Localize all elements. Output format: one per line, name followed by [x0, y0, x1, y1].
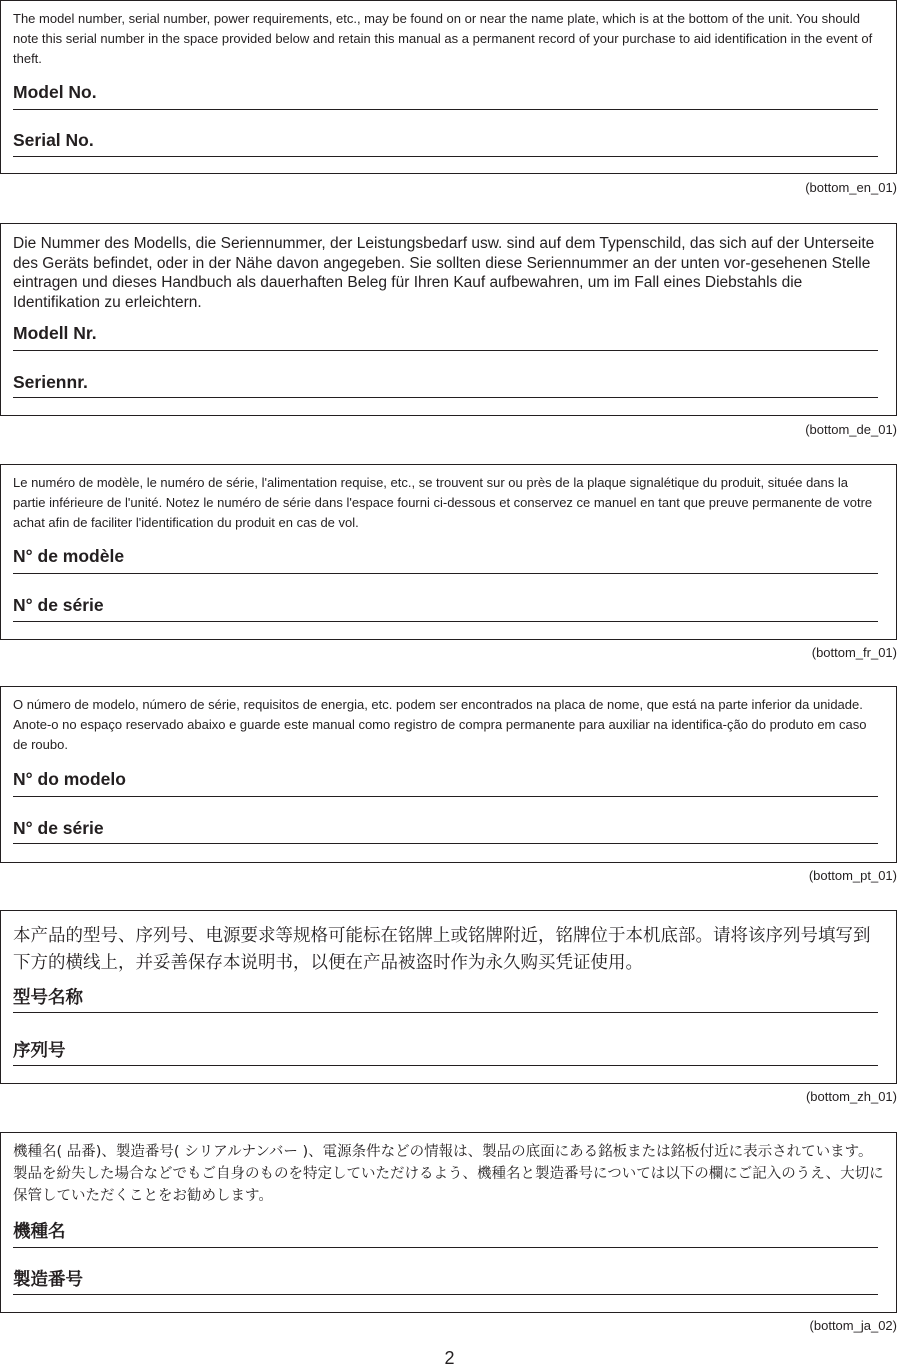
- model-label-zh: 型号名称: [13, 988, 83, 1008]
- serial-label-pt: N° de série: [13, 818, 104, 838]
- model-label-fr: N° de modèle: [13, 546, 125, 566]
- intro-text-ja: 機種名( 品番)、製造番号( シリアルナンバー )、電源条件などの情報は、製品の底面にある銘板または銘板付近に表示されています。製品を紛失した場合などでもご自身のものを特定していただけるよう、機種名と製造番号については以下の欄にご記入のうえ、大切に保管していただくことをお勧めします。: [13, 1144, 884, 1204]
- serial-label-de: Seriennr.: [13, 372, 88, 392]
- model-label-en: Model No.: [13, 82, 97, 102]
- serial-label-ja: 製造番号: [13, 1270, 83, 1290]
- serial-line-pt: [13, 843, 878, 844]
- section-zh: [0, 910, 897, 1084]
- serial-line-ja: [13, 1294, 878, 1295]
- section-fr: [0, 464, 897, 640]
- intro-text-en: The model number, serial number, power requirements, etc., may be found on or near the name plate, which is at the bottom of the unit. You should note this serial number in the space provided below and retain this manual as a permanent record of your purchase to aid identification in the event of theft.: [13, 11, 873, 66]
- serial-line-fr: [13, 621, 878, 622]
- section-de: [0, 223, 897, 416]
- section-code-fr: (bottom_fr_01): [811, 645, 897, 660]
- serial-label-zh: 序列号: [13, 1041, 66, 1061]
- section-code-pt: (bottom_pt_01): [808, 868, 897, 883]
- model-label-de: Modell Nr.: [13, 323, 97, 343]
- section-ja: [0, 1132, 897, 1313]
- model-line-ja: [13, 1247, 878, 1248]
- serial-label-fr: N° de série: [13, 595, 104, 615]
- section-code-ja: (bottom_ja_02): [809, 1318, 897, 1333]
- intro-text-fr: Le numéro de modèle, le numéro de série, l'alimentation requise, etc., se trouvent sur ou près de la plaque signalétique du produit, située dans la partie inférieure de l'unité. Notez le numéro de série dans l'espace fourni ci-dessous et conservez ce manuel en tant que preuve permanente de votre achat afin de faciliter l'identification du produit en cas de vol.: [13, 475, 873, 530]
- model-label-pt: N° do modelo: [13, 769, 126, 789]
- section-code-zh: (bottom_zh_01): [805, 1089, 897, 1104]
- section-code-de: (bottom_de_01): [805, 422, 897, 437]
- intro-text-pt: O número de modelo, número de série, requisitos de energia, etc. podem ser encontrados na placa de nome, que está na parte inferior da unidade. Anote-o no espaço reservado abaixo e guarde este manual como registro de compra permanente para auxiliar na identifica-ção do produto em caso de roubo.: [13, 697, 867, 752]
- serial-line-en: [13, 156, 878, 157]
- model-line-en: [13, 109, 878, 110]
- section-code-en: (bottom_en_01): [805, 180, 897, 195]
- intro-text-de: Die Nummer des Modells, die Seriennummer, der Leistungsbedarf usw. sind auf dem Typenschild, das sich auf der Unterseite des Geräts befindet, oder in der Nähe davon angegeben. Sie sollten diese Seriennummer an der unten vor-gesehenen Stelle eintragen und dieses Handbuch als dauerhaften Beleg für Ihren Kauf aufbewahren, um im Fall eines Diebstahls die Identifikation zu erleichtern.: [13, 235, 875, 311]
- model-label-ja: 機種名: [13, 1222, 66, 1242]
- intro-text-zh: 本产品的型号、序列号、电源要求等规格可能标在铭牌上或铭牌附近，铭牌位于本机底部。请将该序列号填写到下方的横线上，并妥善保存本说明书，以便在产品被盗时作为永久购买凭证使用。: [13, 926, 871, 973]
- serial-label-en: Serial No.: [13, 130, 94, 150]
- section-pt: [0, 686, 897, 863]
- model-line-pt: [13, 796, 878, 797]
- serial-line-zh: [13, 1065, 878, 1066]
- model-line-de: [13, 350, 878, 351]
- page-number: 2: [444, 1348, 455, 1368]
- model-line-zh: [13, 1012, 878, 1013]
- section-en: [0, 0, 897, 174]
- model-line-fr: [13, 573, 878, 574]
- serial-line-de: [13, 397, 878, 398]
